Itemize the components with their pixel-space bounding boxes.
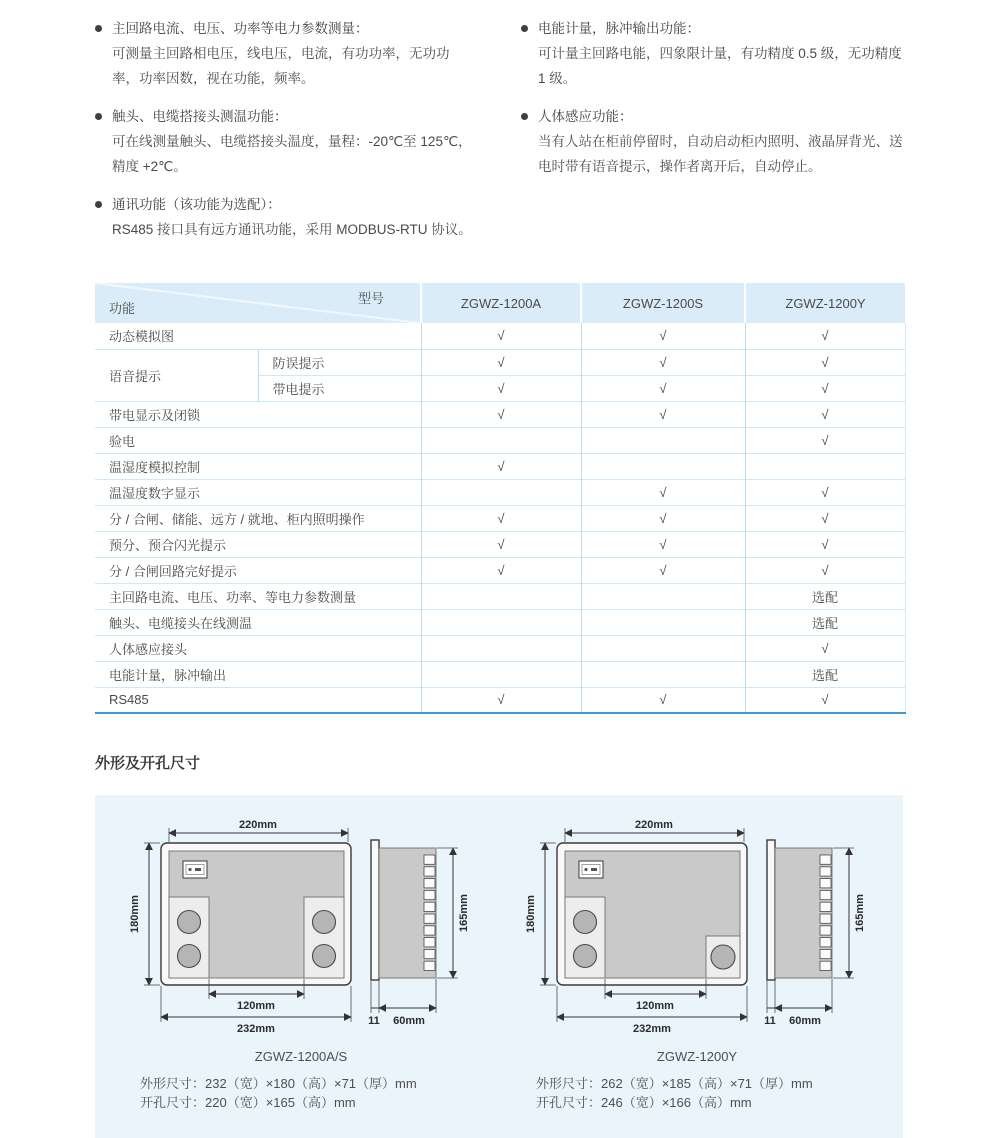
feature-cell: [581, 453, 745, 479]
features-section: [0, 0, 1000, 255]
corner-header-cell: [95, 283, 421, 323]
dim-left-label: 180mm: [129, 895, 141, 933]
row-label: RS485: [95, 687, 421, 713]
table-row: [95, 635, 905, 661]
row-label: 人体感应接头: [95, 635, 421, 661]
feature-cell: √: [745, 323, 905, 349]
mount-hole: [574, 911, 597, 934]
feature-cell: [421, 661, 581, 687]
row-label: 验电: [95, 427, 421, 453]
table-row: [95, 531, 905, 557]
column-header-model-a: ZGWZ-1200A: [421, 283, 581, 323]
feature-cell: [421, 427, 581, 453]
feature-cell: [421, 583, 581, 609]
table-row: [95, 687, 905, 713]
feature-cell: √: [581, 687, 745, 713]
feature-cell: √: [581, 401, 745, 427]
corner-function-label: 功能: [109, 301, 136, 316]
feature-cell: √: [745, 557, 905, 583]
feature-item: [521, 16, 909, 91]
feature-cell: √: [745, 349, 905, 375]
row-label: 触头、电缆接头在线测温: [95, 609, 421, 635]
dim-side-height-label: 165mm: [458, 894, 470, 932]
feature-cell: [581, 609, 745, 635]
table-row: [95, 453, 905, 479]
features-left-column: [95, 16, 475, 255]
row-sub-label: 防误提示: [258, 349, 421, 375]
feature-cell: √: [581, 375, 745, 401]
feature-cell: √: [745, 635, 905, 661]
row-sub-label: 带电提示: [258, 375, 421, 401]
feature-cell: √: [421, 687, 581, 713]
table-row: [95, 401, 905, 427]
feature-cell: [581, 427, 745, 453]
feature-cell: √: [745, 427, 905, 453]
feature-cell: √: [421, 323, 581, 349]
row-label: 温湿度数字显示: [95, 479, 421, 505]
row-group-label: 语音提示: [95, 349, 258, 401]
feature-title: 人体感应功能：: [538, 109, 633, 124]
feature-cell: √: [745, 687, 905, 713]
drawing-caption: ZGWZ-1200A/S: [254, 1049, 348, 1064]
dim-bottom-label: 232mm: [237, 1023, 275, 1035]
feature-cell: √: [421, 401, 581, 427]
dim-depth-label: 60mm: [393, 1015, 425, 1027]
table-row: [95, 583, 905, 609]
drawing-right: [508, 817, 886, 1112]
feature-cell: √: [581, 531, 745, 557]
dim-depth-label: 60mm: [789, 1015, 821, 1027]
feature-body: 当有人站在柜前停留时，自动启动柜内照明、液晶屏背光、送电时带有语音提示，操作者离开后，自动停止。: [538, 134, 903, 174]
feature-cell: [745, 453, 905, 479]
feature-cell: √: [581, 479, 745, 505]
feature-comparison-table: [95, 283, 906, 714]
section-title: 外形及开孔尺寸: [95, 755, 201, 772]
feature-body: 可测量主回路相电压，线电压，电流，有功功率，无功功率，功率因数，视在功能，频率。: [112, 46, 450, 86]
feature-item: [95, 16, 475, 91]
column-header-model-y: ZGWZ-1200Y: [745, 283, 905, 323]
side-flange: [767, 840, 775, 980]
feature-cell: √: [745, 375, 905, 401]
dim-side-height-label: 165mm: [854, 894, 866, 932]
feature-cell: 选配: [745, 661, 905, 687]
row-label: 电能计量，脉冲输出: [95, 661, 421, 687]
feature-title: 电能计量，脉冲输出功能：: [538, 21, 700, 36]
feature-item: [95, 104, 475, 179]
front-side-drawing-y: [517, 817, 877, 1037]
feature-cell: [421, 609, 581, 635]
feature-cell: [581, 661, 745, 687]
feature-cell: √: [581, 349, 745, 375]
feature-cell: √: [581, 557, 745, 583]
table-row: [95, 427, 905, 453]
feature-cell: [421, 635, 581, 661]
feature-cell: [581, 583, 745, 609]
feature-cell: √: [421, 453, 581, 479]
feature-cell: 选配: [745, 583, 905, 609]
feature-cell: [581, 635, 745, 661]
bullet-icon: [521, 25, 528, 32]
outline-size: 外形尺寸：232（宽）×180（高）×71（厚）mm: [140, 1076, 417, 1091]
feature-cell: [421, 479, 581, 505]
switch-icon: [183, 861, 207, 878]
cutout-size: 开孔尺寸：246（宽）×166（高）mm: [536, 1095, 752, 1110]
feature-cell: √: [745, 479, 905, 505]
feature-cell: √: [581, 323, 745, 349]
bullet-icon: [95, 113, 102, 120]
feature-title: 主回路电流、电压、功率等电力参数测量：: [112, 21, 369, 36]
dim-inner-label: 120mm: [237, 1000, 275, 1012]
side-flange: [371, 840, 379, 980]
features-right-column: [521, 16, 909, 255]
feature-title: 触头、电缆搭接头测温功能：: [112, 109, 288, 124]
table-row: [95, 349, 905, 375]
feature-cell: √: [421, 349, 581, 375]
dim-top-label: 220mm: [635, 819, 673, 831]
mount-hole: [574, 945, 597, 968]
feature-cell: √: [421, 375, 581, 401]
mount-hole: [711, 945, 735, 969]
table-row: [95, 505, 905, 531]
bullet-icon: [95, 201, 102, 208]
feature-item: [521, 104, 909, 179]
feature-cell: √: [745, 505, 905, 531]
dimensions-panel: [95, 795, 903, 1138]
dim-bottom-label: 232mm: [633, 1023, 671, 1035]
row-label: 带电显示及闭锁: [95, 401, 421, 427]
switch-icon: [579, 861, 603, 878]
mount-hole: [178, 945, 201, 968]
table-row: [95, 609, 905, 635]
feature-cell: √: [421, 505, 581, 531]
dim-thickness-label: 11: [764, 1015, 776, 1027]
cutout-size: 开孔尺寸：220（宽）×165（高）mm: [140, 1095, 356, 1110]
corner-model-label: 型号: [357, 291, 384, 306]
table-row: [95, 557, 905, 583]
outline-size: 外形尺寸：262（宽）×185（高）×71（厚）mm: [536, 1076, 813, 1091]
dim-inner-label: 120mm: [636, 1000, 674, 1012]
row-label: 主回路电流、电压、功率、等电力参数测量: [95, 583, 421, 609]
row-label: 预分、预合闪光提示: [95, 531, 421, 557]
feature-body: 可计量主回路电能，四象限计量，有功精度 0.5 级，无功精度 1 级。: [538, 46, 902, 86]
bullet-icon: [95, 25, 102, 32]
table-row: [95, 323, 905, 349]
row-label: 温湿度模拟控制: [95, 453, 421, 479]
column-header-model-s: ZGWZ-1200S: [581, 283, 745, 323]
front-side-drawing-as: [121, 817, 481, 1037]
feature-item: [95, 192, 475, 242]
drawing-caption: ZGWZ-1200Y: [656, 1049, 738, 1064]
table-header-row: [95, 283, 905, 323]
feature-title: 通讯功能（该功能为选配）：: [112, 197, 281, 212]
row-label: 动态模拟图: [109, 329, 175, 345]
feature-body: 可在线测量触头、电缆搭接头温度，量程：-20℃至 125℃，精度 +2℃。: [112, 134, 472, 174]
drawing-left: [112, 817, 490, 1112]
feature-cell: √: [421, 557, 581, 583]
feature-cell: √: [421, 531, 581, 557]
feature-cell: 选配: [745, 609, 905, 635]
row-label: 分 / 合闸、储能、远方 / 就地、柜内照明操作: [95, 505, 421, 531]
row-label: 分 / 合闸回路完好提示: [95, 557, 421, 583]
table-row: [95, 661, 905, 687]
table-row: [95, 479, 905, 505]
dim-thickness-label: 11: [368, 1015, 380, 1027]
bullet-icon: [521, 113, 528, 120]
feature-cell: √: [745, 401, 905, 427]
feature-cell: √: [581, 505, 745, 531]
mount-hole: [313, 911, 336, 934]
mount-hole: [178, 911, 201, 934]
dim-left-label: 180mm: [525, 895, 537, 933]
feature-body: RS485 接口具有远方通讯功能，采用 MODBUS-RTU 协议。: [112, 222, 472, 237]
feature-cell: √: [745, 531, 905, 557]
feature-table-body: [95, 323, 905, 713]
dim-top-label: 220mm: [239, 819, 277, 831]
mount-hole: [313, 945, 336, 968]
